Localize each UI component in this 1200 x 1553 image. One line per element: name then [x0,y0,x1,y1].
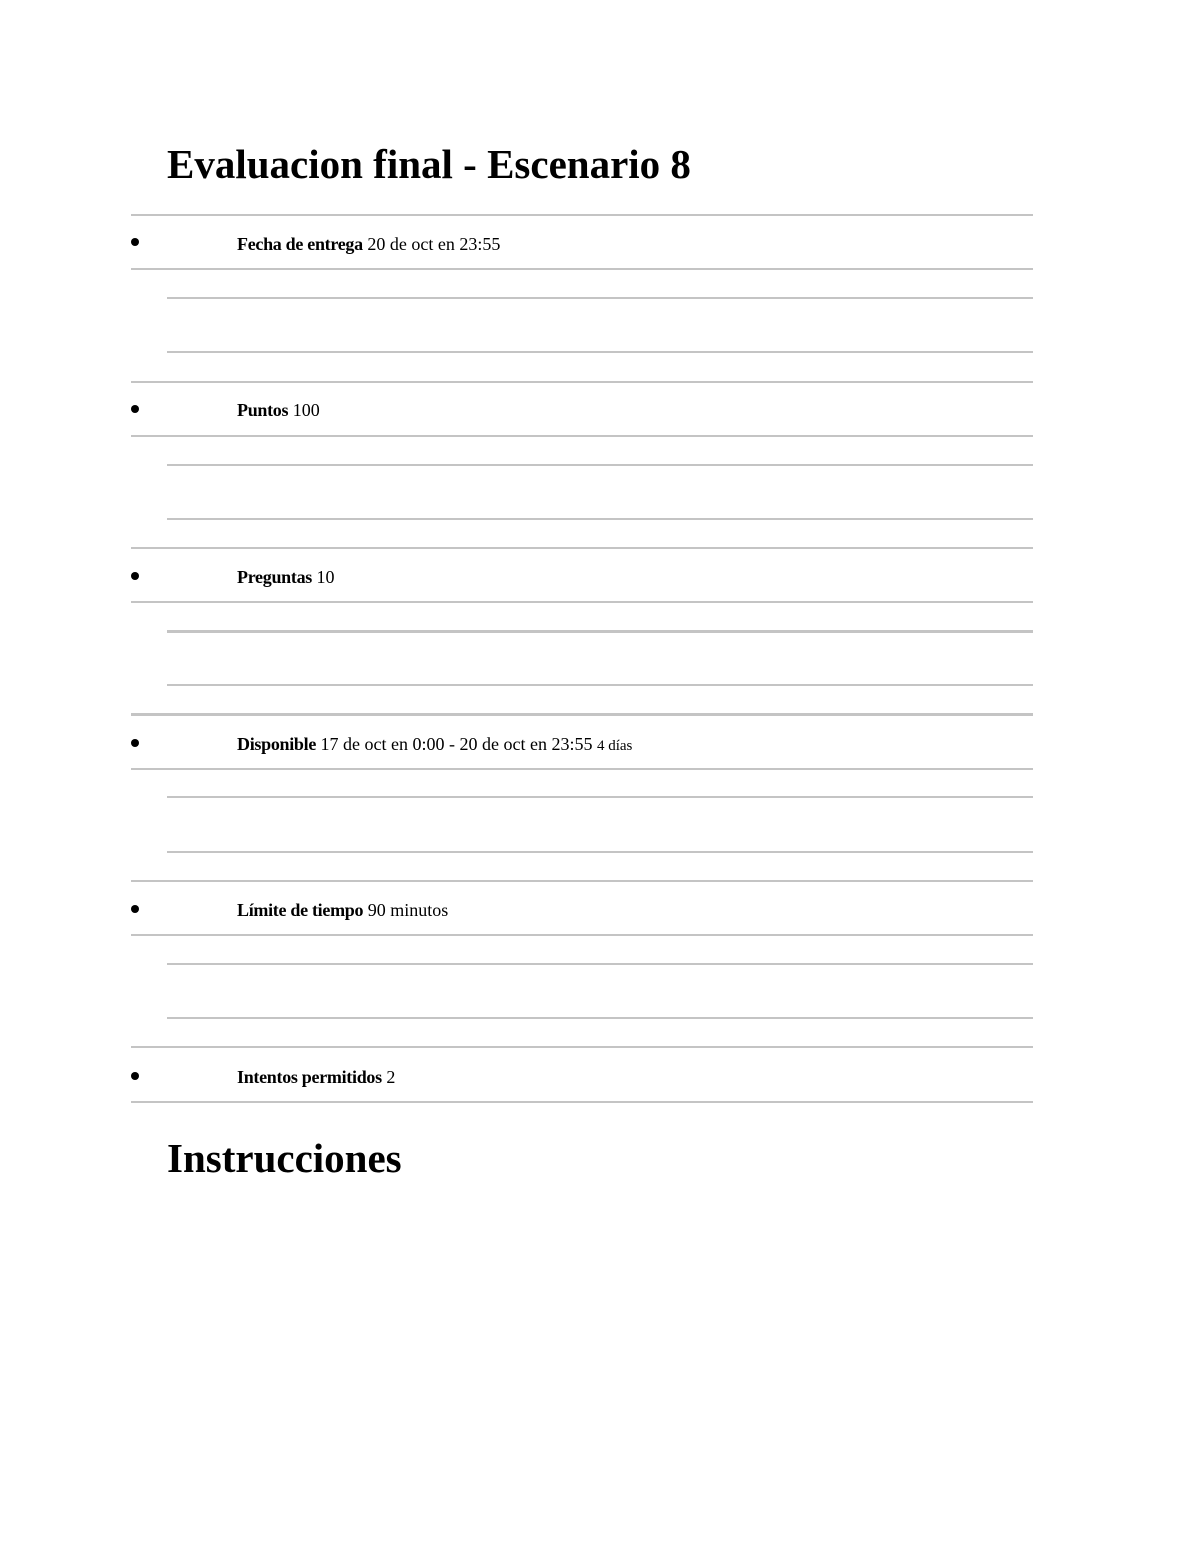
divider [167,1017,1033,1019]
divider [131,214,1033,216]
divider [131,713,1033,716]
bullet-icon [131,905,139,913]
divider [131,547,1033,549]
instructions-heading: Instrucciones [167,1135,402,1181]
divider [131,1101,1033,1103]
divider [167,963,1033,965]
detail-attempts [237,1065,395,1089]
divider [131,381,1033,383]
divider [167,796,1033,798]
detail-questions [237,565,334,589]
detail-availability [237,732,632,758]
divider [131,880,1033,882]
divider [167,851,1033,853]
detail-value: 2 [386,1067,396,1087]
detail-value: 17 de oct en 0:00 - 20 de oct en 23:55 [320,734,593,754]
divider [131,268,1033,270]
detail-time-limit [237,898,448,922]
bullet-icon [131,739,139,747]
divider [167,297,1033,299]
divider [131,768,1033,770]
detail-label: Puntos [237,400,289,420]
detail-label: Intentos permitidos [237,1067,382,1087]
divider [167,351,1033,353]
page-title: Evaluacion final - Escenario 8 [167,141,691,187]
bullet-icon [131,238,139,246]
detail-value: 10 [316,567,335,587]
bullet-icon [131,572,139,580]
divider [131,1046,1033,1048]
divider [131,435,1033,437]
divider [131,934,1033,936]
detail-points [237,398,320,422]
divider [167,518,1033,520]
bullet-icon [131,405,139,413]
detail-due-date [237,232,500,256]
bullet-icon [131,1072,139,1080]
detail-value: 20 de oct en 23:55 [367,234,501,254]
detail-label: Disponible [237,734,317,754]
detail-label: Límite de tiempo [237,900,364,920]
divider [167,630,1033,633]
detail-label: Preguntas [237,567,312,587]
detail-value: 100 [292,400,320,420]
divider [131,601,1033,603]
detail-label: Fecha de entrega [237,234,363,254]
detail-value: 90 minutos [367,900,449,920]
divider [167,464,1033,466]
divider [167,684,1033,686]
detail-duration: 4 días [596,738,633,754]
